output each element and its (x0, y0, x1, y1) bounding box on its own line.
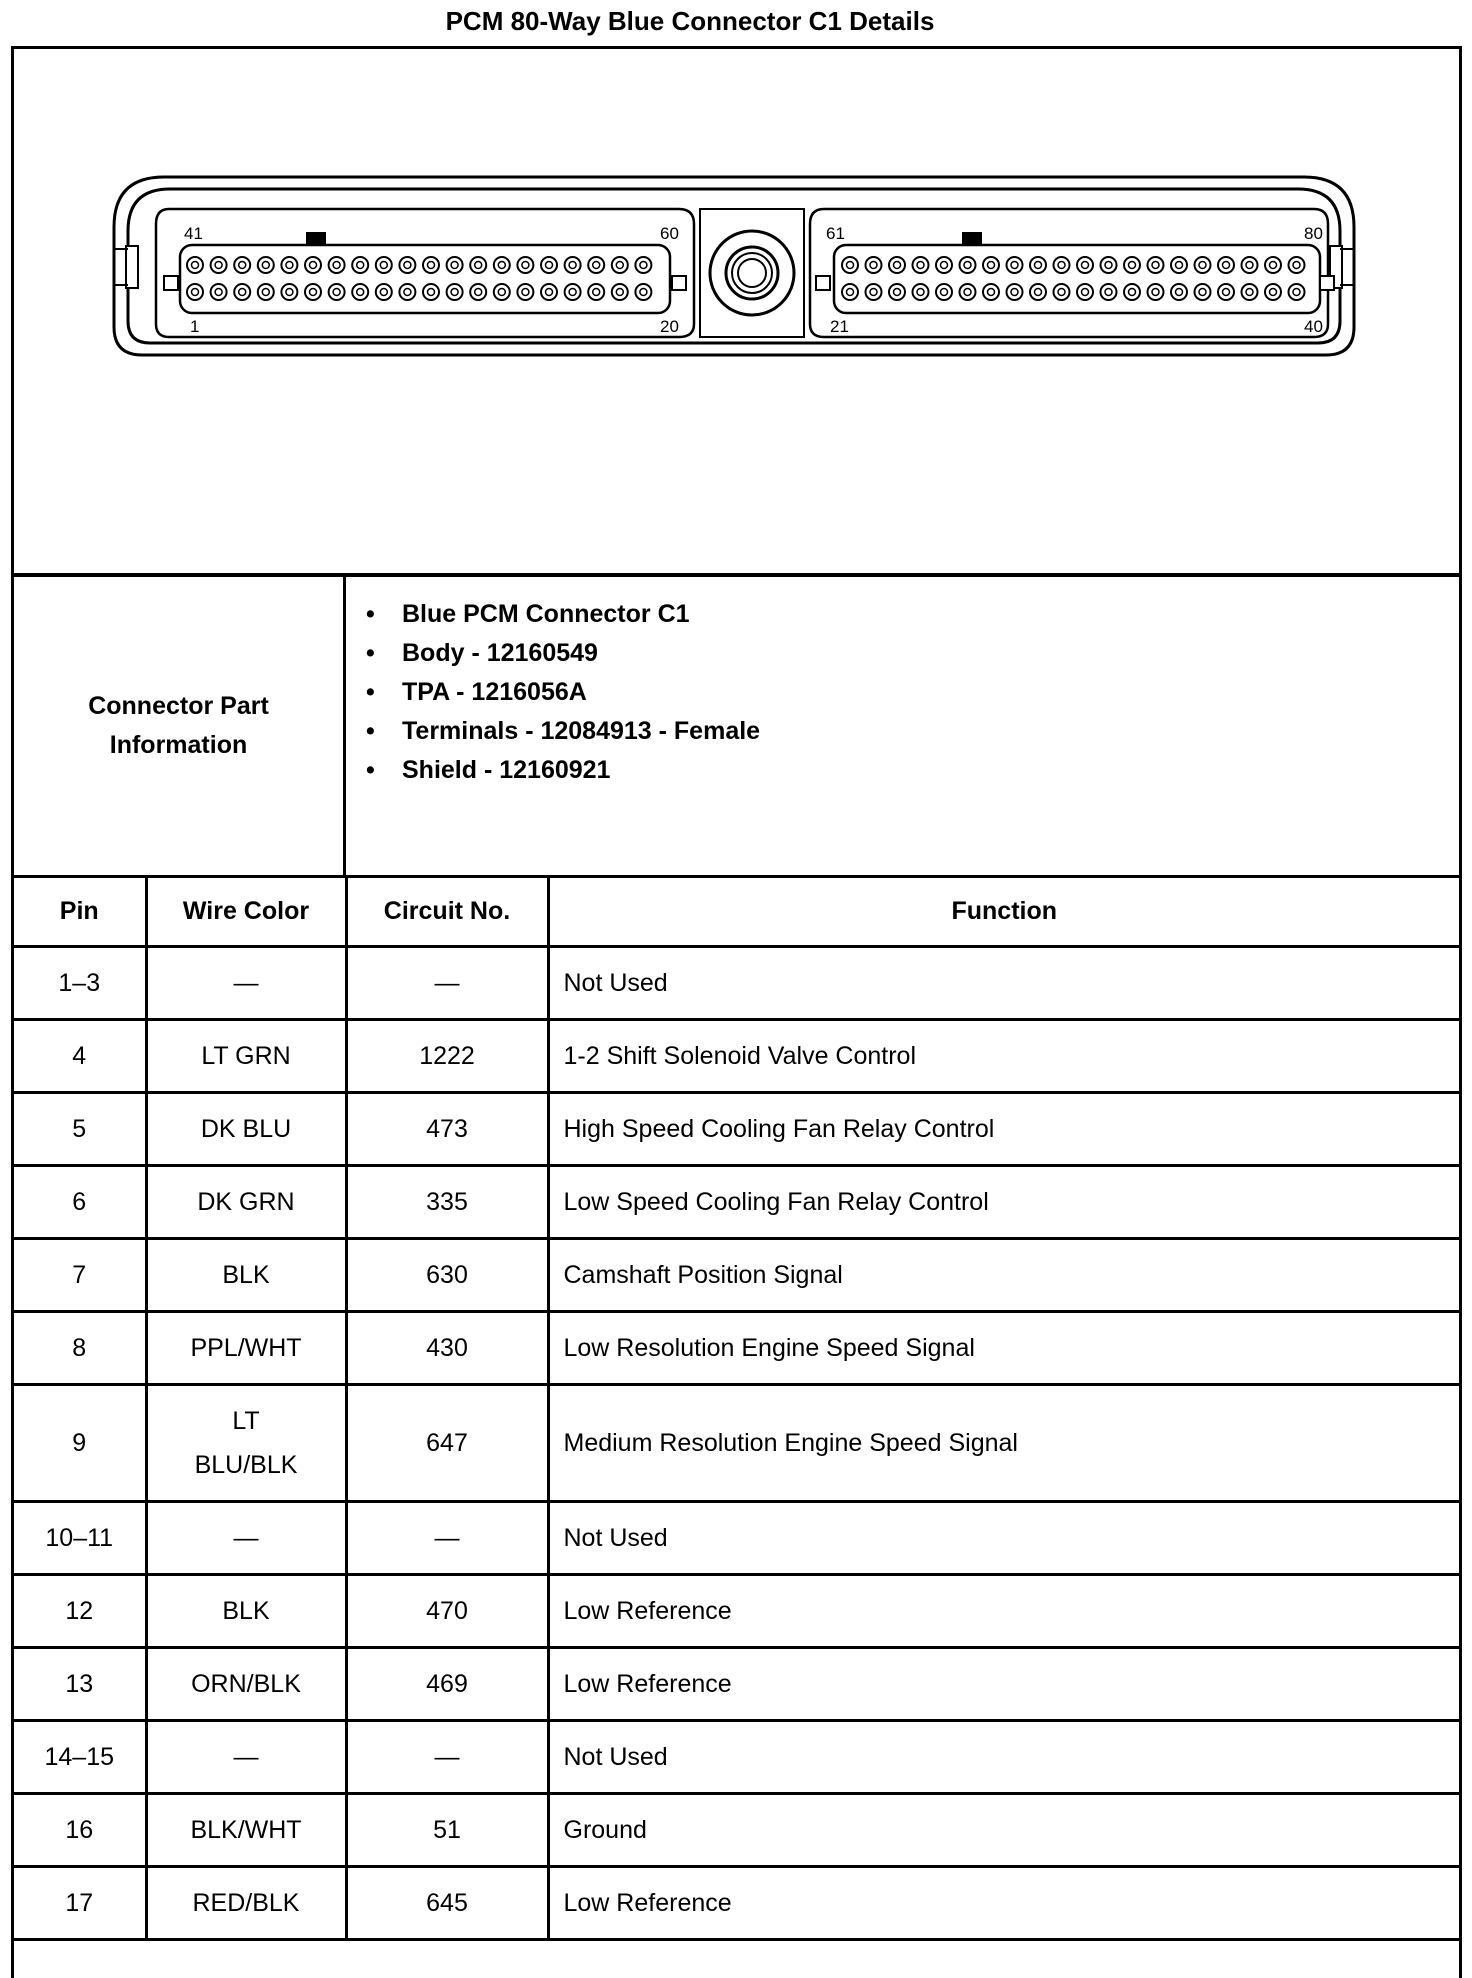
function-cell: Not Used (548, 1502, 1459, 1575)
circuit-cell: 430 (346, 1312, 548, 1385)
pin-cavity (1124, 284, 1140, 300)
pin-cell: 10–11 (14, 1502, 146, 1575)
pin-cavity (842, 284, 858, 300)
bullet-icon: • (366, 639, 375, 667)
header-wire-color: Wire Color (146, 878, 346, 947)
pin-cavity (842, 257, 858, 273)
connector-details-frame (11, 46, 1462, 1978)
pin-label-20: 20 (660, 317, 679, 336)
wire-color-cell: — (146, 947, 346, 1020)
pin-cavity (541, 284, 557, 300)
bullet-icon: • (366, 717, 375, 745)
function-cell: Low Reference (548, 1867, 1459, 1940)
pin-cell: 17 (14, 1867, 146, 1940)
pin-cavity (913, 284, 929, 300)
pinout-table (14, 878, 1459, 1941)
right-pin-field (834, 245, 1320, 313)
circuit-cell: 647 (346, 1385, 548, 1502)
pin-cell: 7 (14, 1239, 146, 1312)
table-header-row (14, 878, 1459, 947)
circuit-cell: 51 (346, 1794, 548, 1867)
circuit-cell: — (346, 947, 548, 1020)
pin-cavity (376, 284, 392, 300)
pin-cavity (1148, 257, 1164, 273)
pin-cavity (588, 284, 604, 300)
pin-label-21: 21 (830, 317, 849, 336)
header-pin: Pin (14, 878, 146, 947)
left-pin-array (187, 257, 651, 300)
connector-diagram-panel (14, 49, 1459, 577)
function-cell: High Speed Cooling Fan Relay Control (548, 1093, 1459, 1166)
left-latch-icon (126, 246, 138, 288)
pin-cavity (1030, 257, 1046, 273)
pin-cavity (541, 257, 557, 273)
table-row (14, 1385, 1459, 1502)
pin-cavity (376, 257, 392, 273)
circuit-cell: 473 (346, 1093, 548, 1166)
pin-label-60: 60 (660, 224, 679, 243)
table-row (14, 1312, 1459, 1385)
bullet-icon: • (366, 600, 375, 628)
pin-cavity (1289, 284, 1305, 300)
bullet-icon: • (366, 756, 375, 784)
pin-cell: 4 (14, 1020, 146, 1093)
pin-cavity (234, 257, 250, 273)
pin-cavity (635, 284, 651, 300)
circuit-cell: — (346, 1721, 548, 1794)
bullet-icon: • (366, 678, 375, 706)
info-item: • Blue PCM Connector C1 (366, 595, 760, 634)
pin-cavity (258, 284, 274, 300)
wire-color-cell: BLK/WHT (146, 1794, 346, 1867)
pin-cavity (517, 257, 533, 273)
pin-cavity (494, 284, 510, 300)
pin-cavity (565, 257, 581, 273)
info-item: • TPA - 1216056A (366, 673, 760, 712)
pin-cell: 13 (14, 1648, 146, 1721)
connector-diagram (14, 49, 1459, 573)
pin-cavity (1289, 257, 1305, 273)
pin-cavity (258, 257, 274, 273)
circuit-cell: 645 (346, 1867, 548, 1940)
wire-color-cell: RED/BLK (146, 1867, 346, 1940)
pin-cavity (1242, 257, 1258, 273)
table-row (14, 1648, 1459, 1721)
pin-cavity (588, 257, 604, 273)
pin-cavity (399, 257, 415, 273)
pin-cavity (889, 284, 905, 300)
wire-color-cell: BLK (146, 1239, 346, 1312)
table-row (14, 1502, 1459, 1575)
pin-cell: 14–15 (14, 1721, 146, 1794)
pin-cavity (234, 284, 250, 300)
page-title: PCM 80-Way Blue Connector C1 Details (445, 6, 935, 36)
info-item: • Body - 12160549 (366, 634, 760, 673)
function-cell: Medium Resolution Engine Speed Signal (548, 1385, 1459, 1502)
pin-cavity (1054, 284, 1070, 300)
pin-cavity (470, 257, 486, 273)
pin-label-41: 41 (184, 224, 203, 243)
pin-cell: 5 (14, 1093, 146, 1166)
pin-label-1: 1 (190, 317, 200, 336)
pin-cavity (889, 257, 905, 273)
wire-color-cell: ORN/BLK (146, 1648, 346, 1721)
pin-cavity (1124, 257, 1140, 273)
circuit-cell: 470 (346, 1575, 548, 1648)
table-row (14, 1575, 1459, 1648)
function-cell: Low Reference (548, 1648, 1459, 1721)
right-key-icon (962, 232, 982, 245)
function-cell: Ground (548, 1794, 1459, 1867)
function-cell: 1-2 Shift Solenoid Valve Control (548, 1020, 1459, 1093)
pin-cavity (470, 284, 486, 300)
table-row (14, 947, 1459, 1020)
table-row (14, 1166, 1459, 1239)
pin-cavity (866, 257, 882, 273)
pin-cavity (423, 257, 439, 273)
connector-part-info-label (14, 577, 346, 875)
header-circuit-no: Circuit No. (346, 878, 548, 947)
pin-cavity (399, 284, 415, 300)
circuit-cell: 1222 (346, 1020, 548, 1093)
connector-part-info-label-text: Connector Part Information (88, 692, 269, 759)
pin-cavity (494, 257, 510, 273)
function-cell: Low Speed Cooling Fan Relay Control (548, 1166, 1459, 1239)
pin-cavity (1265, 284, 1281, 300)
pin-cavity (1218, 257, 1234, 273)
center-boss-outline (700, 209, 804, 337)
pin-label-40: 40 (1304, 317, 1323, 336)
table-row (14, 1020, 1459, 1093)
pin-cavity (1265, 257, 1281, 273)
function-cell: Not Used (548, 1721, 1459, 1794)
pin-cavity (866, 284, 882, 300)
left-pin-bay-outline (156, 209, 694, 337)
pin-cavity (635, 257, 651, 273)
pin-cavity (1101, 257, 1117, 273)
pin-cavity (447, 284, 463, 300)
pin-cavity (1171, 257, 1187, 273)
wire-color-cell: DK GRN (146, 1166, 346, 1239)
circuit-cell: 335 (346, 1166, 548, 1239)
pin-label-61: 61 (826, 224, 845, 243)
pin-cavity (565, 284, 581, 300)
wire-color-cell: LT GRN (146, 1020, 346, 1093)
wire-color-cell: BLK (146, 1575, 346, 1648)
pin-cavity (1054, 257, 1070, 273)
pin-cell: 1–3 (14, 947, 146, 1020)
pin-cavity (1218, 284, 1234, 300)
pin-cavity (305, 284, 321, 300)
function-cell: Camshaft Position Signal (548, 1239, 1459, 1312)
pin-cell: 8 (14, 1312, 146, 1385)
wire-color-cell: LT BLU/BLK (146, 1385, 346, 1502)
jack-screw-icon (710, 231, 794, 315)
info-item: • Shield - 12160921 (366, 751, 760, 790)
pin-cavity (1007, 284, 1023, 300)
circuit-cell: 630 (346, 1239, 548, 1312)
pin-cavity (187, 284, 203, 300)
pin-cavity (1242, 284, 1258, 300)
table-row (14, 1867, 1459, 1940)
pin-cavity (913, 257, 929, 273)
pin-cavity (1101, 284, 1117, 300)
pin-cavity (305, 257, 321, 273)
function-cell: Low Resolution Engine Speed Signal (548, 1312, 1459, 1385)
pin-cavity (960, 284, 976, 300)
pin-cavity (329, 284, 345, 300)
pin-cavity (936, 257, 952, 273)
pin-cavity (1195, 257, 1211, 273)
connector-part-info-list (366, 595, 760, 790)
pin-cavity (960, 257, 976, 273)
wire-color-cell: — (146, 1721, 346, 1794)
pin-cavity (1030, 284, 1046, 300)
pin-cavity (936, 284, 952, 300)
pin-cavity (983, 284, 999, 300)
pin-label-80: 80 (1304, 224, 1323, 243)
wire-color-cell: DK BLU (146, 1093, 346, 1166)
pin-cell: 16 (14, 1794, 146, 1867)
pin-cavity (612, 284, 628, 300)
pin-cavity (1171, 284, 1187, 300)
function-cell: Not Used (548, 947, 1459, 1020)
header-function: Function (548, 878, 1459, 947)
pin-cavity (612, 257, 628, 273)
pin-cavity (281, 257, 297, 273)
pin-cell: 12 (14, 1575, 146, 1648)
circuit-cell: 469 (346, 1648, 548, 1721)
connector-part-info-section (14, 577, 1459, 878)
left-key-icon (306, 232, 326, 245)
pin-cavity (281, 284, 297, 300)
wire-color-cell: PPL/WHT (146, 1312, 346, 1385)
pin-cell: 9 (14, 1385, 146, 1502)
pin-cavity (983, 257, 999, 273)
pin-cavity (1077, 284, 1093, 300)
pin-cavity (329, 257, 345, 273)
circuit-cell: — (346, 1502, 548, 1575)
pin-cavity (187, 257, 203, 273)
pin-cavity (517, 284, 533, 300)
pin-cavity (1148, 284, 1164, 300)
left-pin-field (180, 245, 670, 313)
pin-cell: 6 (14, 1166, 146, 1239)
pin-cavity (211, 257, 227, 273)
table-row (14, 1721, 1459, 1794)
pin-cavity (1077, 257, 1093, 273)
pin-cavity (1007, 257, 1023, 273)
table-row (14, 1794, 1459, 1867)
info-item: • Terminals - 12084913 - Female (366, 712, 760, 751)
pin-cavity (1195, 284, 1211, 300)
pin-cavity (423, 284, 439, 300)
table-row (14, 1093, 1459, 1166)
pin-cavity (447, 257, 463, 273)
pin-cavity (352, 257, 368, 273)
pin-cavity (211, 284, 227, 300)
right-pin-array (842, 257, 1305, 300)
table-row (14, 1239, 1459, 1312)
function-cell: Low Reference (548, 1575, 1459, 1648)
wire-color-cell: — (146, 1502, 346, 1575)
pin-cavity (352, 284, 368, 300)
